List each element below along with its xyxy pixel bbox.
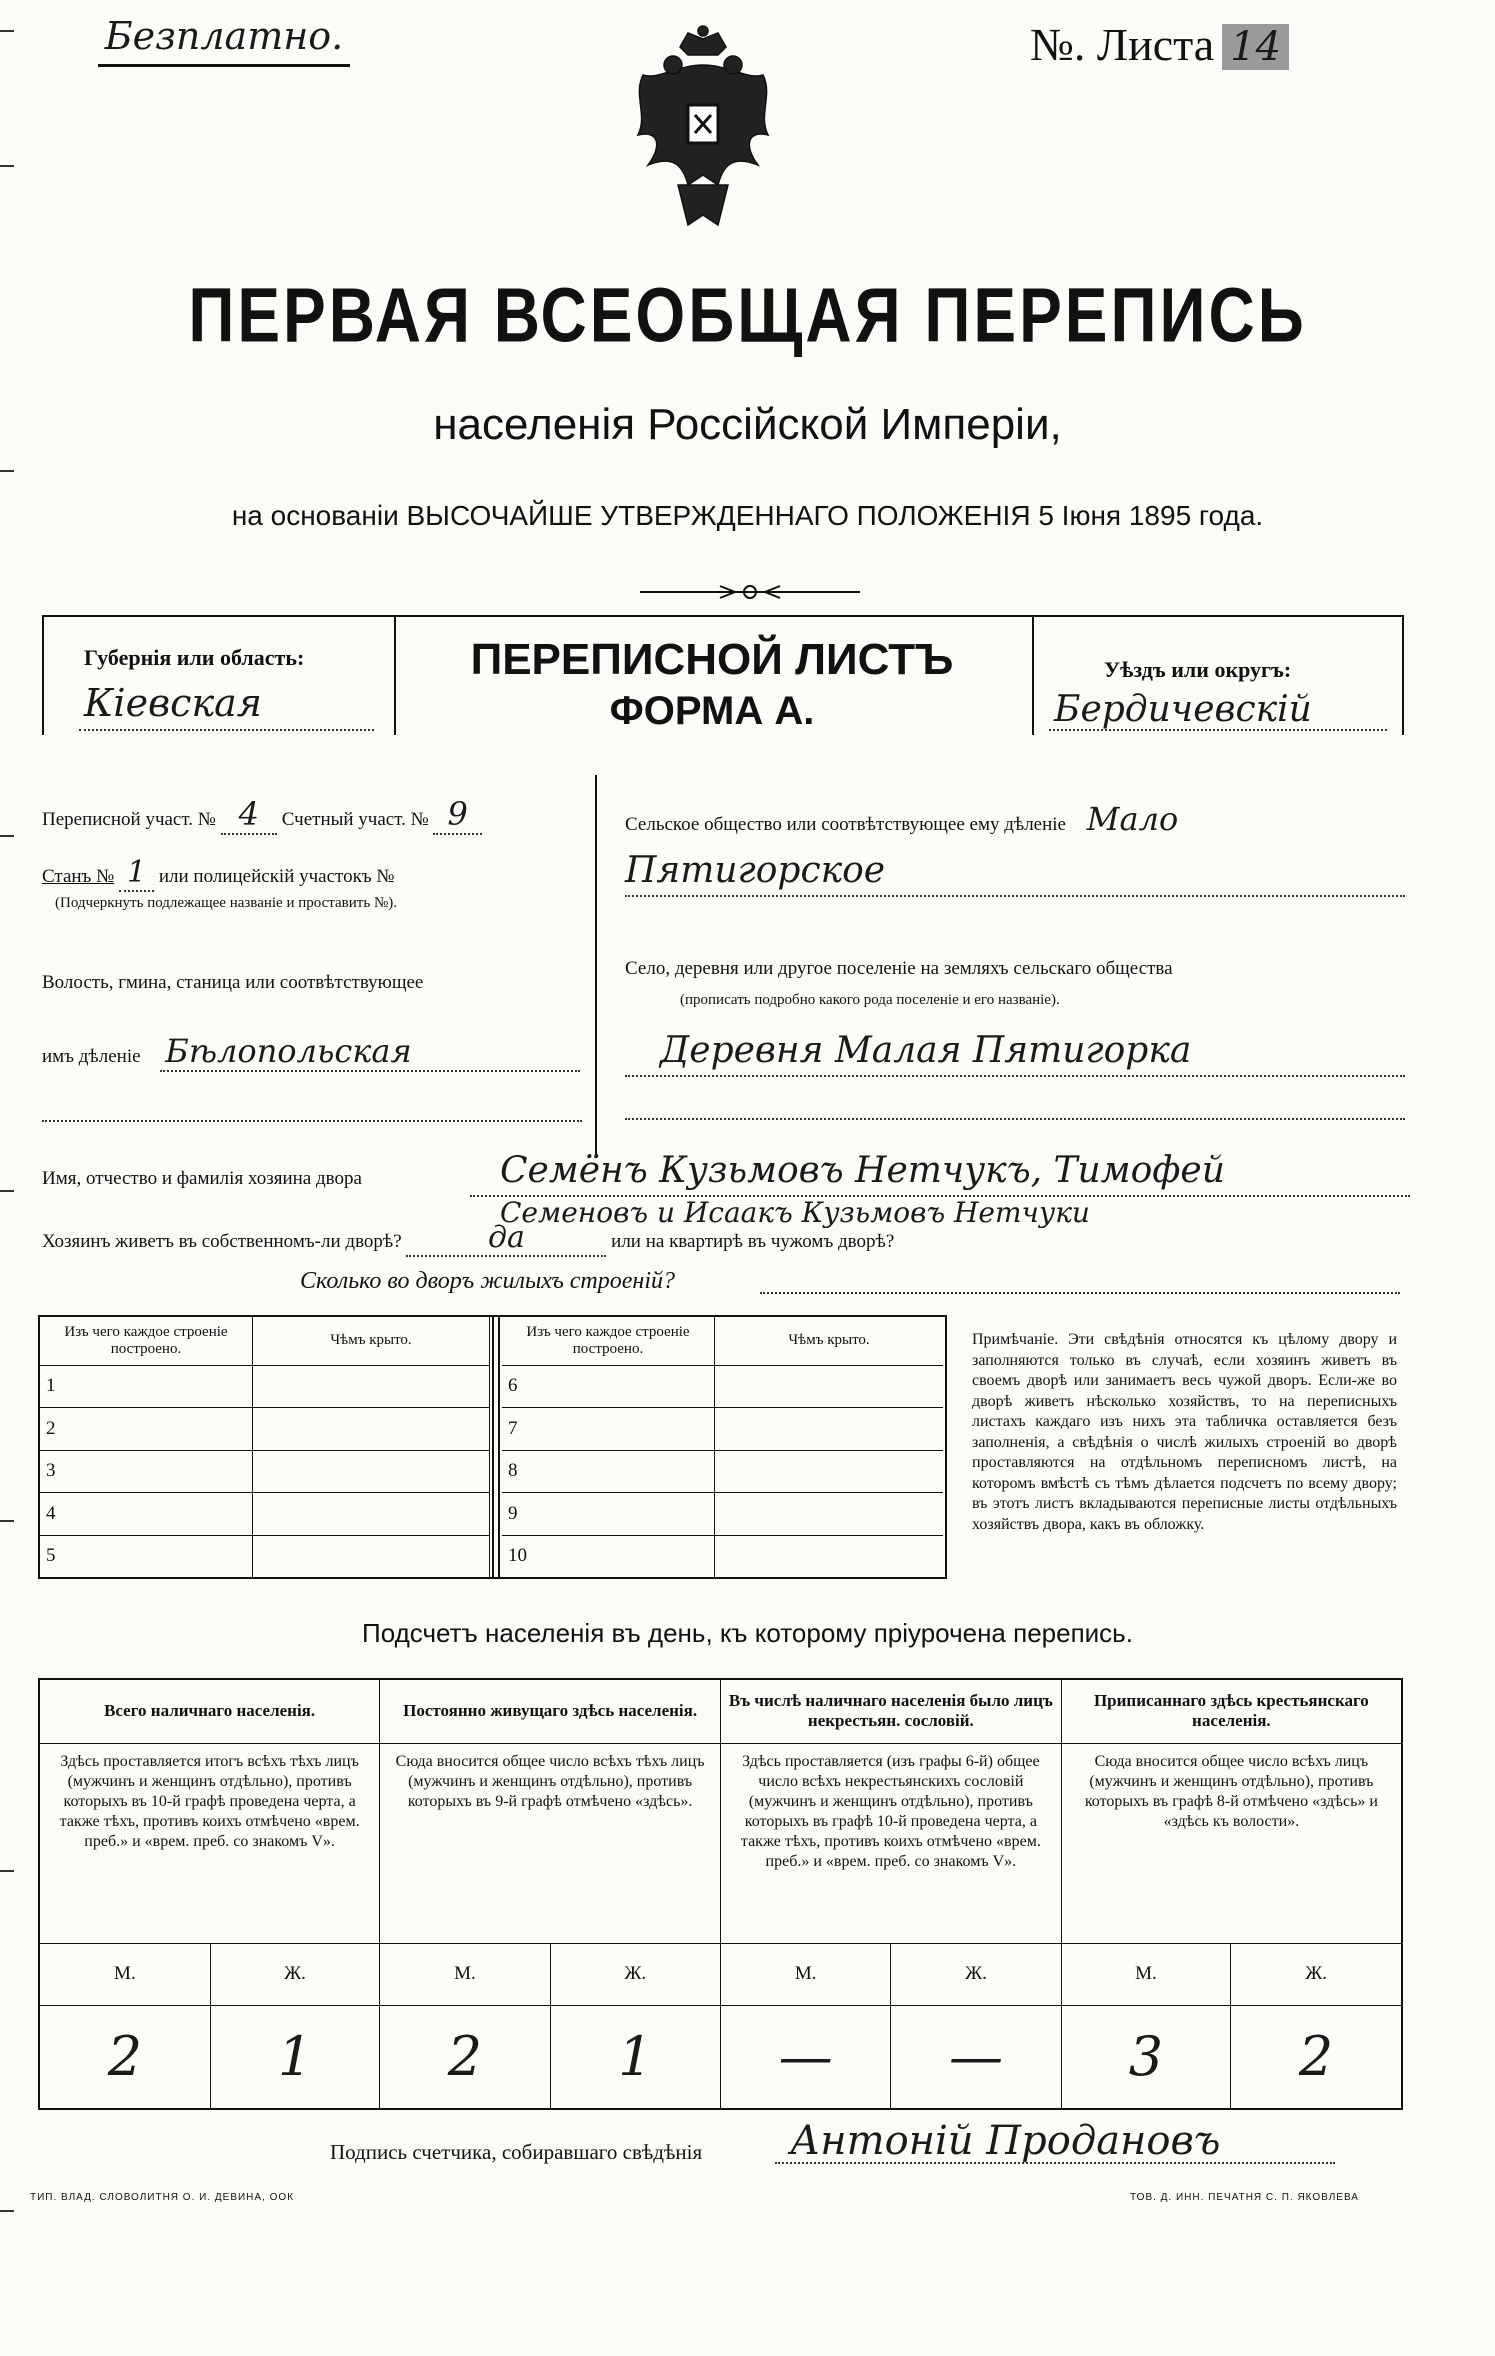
district-value: Бердичевскій (1054, 689, 1312, 730)
building-row-label: 9 (502, 1493, 715, 1536)
col-material: Изъ чего каждое строеніе построено. (502, 1317, 715, 1365)
pop-col-title: Постоянно живущаго здѣсь населенія. (380, 1679, 721, 1743)
building-row-label: 2 (40, 1408, 253, 1451)
male-count[interactable]: 3 (1061, 2005, 1230, 2109)
roof-cell[interactable] (253, 1365, 490, 1408)
margin-tick (0, 1190, 14, 1192)
stan-value: 1 (119, 855, 154, 892)
male-count[interactable]: 2 (39, 2005, 210, 2109)
sheet-number-label: №. Листа (1030, 19, 1215, 70)
population-heading: Подсчетъ населенія въ день, къ которому пріурочена перепись. (362, 1618, 1133, 1648)
pop-col-title: Приписаннаго здѣсь крестьянскаго населенія. (1061, 1679, 1402, 1743)
owner-name-label: Имя, отчество и фамилія хозяина двора (42, 1168, 362, 1189)
village-value: Деревня Малая Пятигорка (660, 1030, 1192, 1071)
district-label: Уѣздъ или округъ: (1104, 657, 1292, 682)
roof-cell[interactable] (253, 1493, 490, 1536)
block-divider (595, 775, 597, 1155)
margin-tick (0, 1520, 14, 1522)
male-header: М. (380, 1943, 550, 2005)
pop-col-title: Въ числѣ наличнаго населенія было лицъ некрестьян. сословій. (720, 1679, 1061, 1743)
female-count[interactable]: 1 (210, 2005, 379, 2109)
building-row-label: 1 (40, 1365, 253, 1408)
female-header: Ж. (550, 1943, 720, 2005)
table-double-rule (498, 1317, 500, 1577)
society-row (625, 800, 1425, 838)
building-row-label: 6 (502, 1365, 715, 1408)
roof-cell[interactable] (715, 1365, 944, 1408)
margin-tick (0, 835, 14, 837)
buildings-table-right (502, 1317, 943, 1577)
stan-row (42, 855, 582, 890)
society-value2: Пятигорское (625, 850, 886, 891)
col-material: Изъ чего каждое строеніе построено. (40, 1317, 253, 1365)
owner-lives-row (42, 1220, 1412, 1257)
ornament-divider (640, 582, 860, 602)
province-label: Губернія или область: (84, 645, 305, 670)
margin-tick (0, 165, 14, 167)
margin-tick (0, 2210, 14, 2212)
male-header: М. (720, 1943, 890, 2005)
building-row-label: 7 (502, 1408, 715, 1451)
building-row-label: 8 (502, 1450, 715, 1493)
owner-name-value1: Семёнъ Кузьмовъ Нетчукъ, Тимофей (500, 1150, 1225, 1191)
signature-label: Подпись счетчика, собиравшаго свѣдѣнія (330, 2140, 703, 2164)
village-label: Село, деревня или другое поселеніе на земляхъ сельскаго общества (625, 958, 1173, 979)
male-header: М. (1061, 1943, 1230, 2005)
roof-cell[interactable] (715, 1535, 944, 1577)
margin-tick (0, 1870, 14, 1872)
roof-cell[interactable] (715, 1408, 944, 1451)
population-table (38, 1678, 1403, 2110)
buildings-table-wrapper (38, 1315, 947, 1579)
table-double-rule (492, 1317, 494, 1577)
page-title: ПЕРВАЯ ВСЕОБЩАЯ ПЕРЕПИСЬ (188, 271, 1307, 359)
form-title-box (392, 615, 1032, 735)
census-sector-row (42, 795, 582, 833)
right-imprint: ТОВ. Д. ИНН. ПЕЧАТНЯ С. П. ЯКОВЛЕВА (1130, 2192, 1359, 2203)
roof-cell[interactable] (253, 1450, 490, 1493)
census-sector-value: 4 (221, 795, 277, 835)
margin-tick (0, 470, 14, 472)
police-label: или полицейскій участокъ № (158, 866, 395, 887)
buildings-table-left (40, 1317, 490, 1577)
society-label: Сельское общество или соотвѣтствующее ему дѣленіе (625, 814, 1066, 835)
society-value1: Мало (1086, 800, 1179, 838)
census-sector-label: Переписной участ. № (42, 809, 216, 830)
count-sector-label: Счетный участ. № (281, 809, 429, 830)
female-count[interactable]: — (891, 2005, 1061, 2109)
roof-cell[interactable] (253, 1535, 490, 1577)
male-count[interactable]: — (720, 2005, 890, 2109)
sheet-number (1030, 18, 1360, 78)
buildings-note: Примѣчаніе. Эти свѣдѣнія относятся къ цѣлому двору и заполняются только въ случаѣ, если хозяинъ живетъ въ своемъ дворѣ или занимаетъ весь чужой дворъ. Если-же во дворѣ живетъ нѣсколько хозяйствъ, то на переписныхъ листахъ каждаго изъ нихъ эта табличка оставляется безъ заполненія, а свѣдѣнія о числѣ жилыхъ строеній во дворѣ проставляются на отдѣльномъ переписномъ листѣ, на которомъ вмѣстѣ съ тѣмъ дѣлается подсчетъ по всему двору; въ этотъ листъ вкладываются переписные листы отдѣльныхъ хозяйствъ двора, какъ въ обложку. (972, 1331, 1397, 1533)
owner-lives-value: да (406, 1220, 606, 1257)
owner-lives-label: Хозяинъ живетъ въ собственномъ-ли дворѣ? (42, 1231, 402, 1252)
sheet-number-value: 14 (1222, 24, 1289, 70)
col-roof: Чѣмъ крыто. (715, 1317, 944, 1365)
roof-cell[interactable] (253, 1408, 490, 1451)
legal-basis: на основаніи ВЫСОЧАЙШЕ УТВЕРЖДЕННАГО ПОЛОЖЕНІЯ 5 Іюня 1895 года. (231, 500, 1264, 531)
pop-col-desc: Здѣсь проставляется (изъ графы 6-й) общее число всѣхъ некрестьянскихъ сословій (мужчинъ и женщинъ отдѣльно), противъ которыхъ въ графѣ 10-й проведена черта, а также тѣхъ, противъ коихъ отмѣчено «врем. преб.» и «врем. преб. со знакомъ V». (720, 1743, 1061, 1943)
pop-col-title: Всего наличнаго населенія. (39, 1679, 380, 1743)
pop-col-desc: Здѣсь проставляется итогъ всѣхъ тѣхъ лицъ (мужчинъ и женщинъ отдѣльно), противъ которыхъ въ 10-й графѣ проведена черта, а также тѣхъ, противъ коихъ отмѣчено «врем. преб.» и «врем. преб. со знакомъ V». (39, 1743, 380, 1943)
pop-col-desc: Сюда вносится общее число всѣхъ лицъ (мужчинъ и женщинъ отдѣльно), противъ которыхъ въ графѣ 8-й отмѣчено «здѣсь» и «здѣсь къ волости». (1061, 1743, 1402, 1943)
volost-value: Бѣлопольская (165, 1032, 412, 1070)
volost-label: Волость, гмина, станица или соотвѣтствующее (42, 972, 424, 993)
buildings-question: Сколько во дворъ жилыхъ строеній? (300, 1268, 675, 1294)
volost-row (42, 1032, 582, 1070)
roof-cell[interactable] (715, 1450, 944, 1493)
left-imprint: ТИП. ВЛАД. СЛОВОЛИТНЯ О. И. ДЕВИНА, ООК (30, 2192, 295, 2203)
owner-or-label: или на квартирѣ въ чужомъ дворѣ? (611, 1231, 895, 1252)
count-sector-value: 9 (433, 795, 481, 835)
margin-tick (0, 30, 14, 32)
building-row-label: 10 (502, 1535, 715, 1577)
form-name: ФОРМА А. (609, 689, 815, 733)
page-subtitle: населенія Россійской Имперіи, (433, 400, 1062, 449)
district-box (1032, 615, 1404, 735)
village-note: (прописать подробно какого рода поселеніе и его названіе). (680, 992, 1060, 1008)
building-row-label: 5 (40, 1535, 253, 1577)
free-label-box (98, 12, 350, 67)
province-value: Кіевская (84, 681, 262, 725)
stan-note: (Подчеркнуть подлежащее названіе и проставить №). (55, 895, 397, 911)
form-title: ПЕРЕПИСНОЙ ЛИСТЪ (470, 635, 954, 684)
signature-value: Антоній Продановъ (790, 2118, 1221, 2164)
female-header: Ж. (891, 1943, 1061, 2005)
male-header: М. (39, 1943, 210, 2005)
female-count[interactable]: 2 (1231, 2005, 1402, 2109)
building-row-label: 3 (40, 1450, 253, 1493)
female-count[interactable]: 1 (550, 2005, 720, 2109)
owner-name-value2: Семеновъ и Исаакъ Кузьмовъ Нетчуки (500, 1196, 1090, 1229)
col-roof: Чѣмъ крыто. (253, 1317, 490, 1365)
female-header: Ж. (210, 1943, 379, 2005)
volost-label2: имъ дѣленіе (42, 1046, 141, 1067)
free-label: Безплатно. (104, 14, 344, 58)
province-box (42, 615, 396, 735)
pop-col-desc: Сюда вносится общее число всѣхъ тѣхъ лицъ (мужчинъ и женщинъ отдѣльно), противъ которыхъ въ 9-й графѣ отмѣчено «здѣсь». (380, 1743, 721, 1943)
roof-cell[interactable] (715, 1493, 944, 1536)
female-header: Ж. (1231, 1943, 1402, 2005)
building-row-label: 4 (40, 1493, 253, 1536)
stan-label: Станъ № (42, 866, 115, 887)
imperial-eagle-emblem (618, 25, 788, 245)
male-count[interactable]: 2 (380, 2005, 550, 2109)
